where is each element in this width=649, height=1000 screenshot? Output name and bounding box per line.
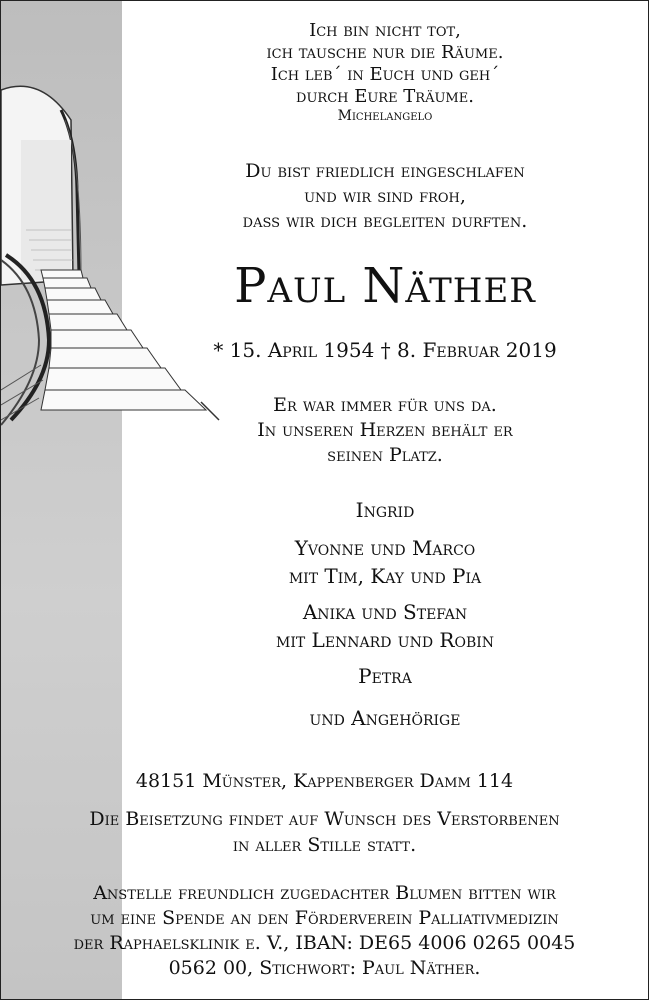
donation-line-2: um eine Spende an den Förderverein Palliativmedizin: [90, 907, 559, 929]
quote-top-line-1: Du bist friedlich eingeschlafen: [245, 160, 525, 182]
mourner-line-1: Ingrid: [355, 498, 415, 522]
quote-top-line-2: und wir sind froh,: [304, 185, 466, 207]
quote-mid-line-2: In unseren Herzen behält er: [257, 419, 513, 441]
donation-line-3: der Raphaelsklinik e. V., IBAN: DE65 4006 0265 0045: [73, 932, 576, 954]
life-dates: * 15. April 1954 † 8. Februar 2019: [213, 338, 557, 362]
poem-line-2: ich tausche nur die Räume.: [266, 42, 504, 63]
mourner-line-2: Yvonne und Marco: [294, 536, 476, 560]
poem-line-4: durch Eure Träume.: [296, 86, 474, 107]
staircase-illustration: [1, 80, 221, 430]
deceased-name: Paul Näther: [234, 258, 536, 314]
burial-line-1: Die Beisetzung findet auf Wunsch des Verstorbenen: [89, 808, 560, 830]
mourner-line-5: mit Lennard und Robin: [275, 628, 495, 652]
quote-top-line-3: dass wir dich begleiten durften.: [242, 210, 528, 232]
donation-line-4: 0562 00, Stichwort: Paul Näther.: [168, 957, 481, 979]
mourner-line-6: Petra: [358, 664, 412, 688]
poem-line-1: Ich bin nicht tot,: [309, 20, 461, 41]
mourner-line-7: und Angehörige: [309, 706, 461, 730]
quote-mid-line-1: Er war immer für uns da.: [273, 394, 497, 416]
mourner-line-4: Anika und Stefan: [302, 600, 468, 624]
address: 48151 Münster, Kappenberger Damm 114: [135, 770, 514, 792]
poem-line-3: Ich leb´ in Euch und geh´: [270, 64, 500, 85]
donation-line-1: Anstelle freundlich zugedachter Blumen bitten wir: [93, 882, 556, 904]
burial-line-2: in aller Stille statt.: [232, 834, 417, 856]
mourner-line-3: mit Tim, Kay und Pia: [288, 564, 482, 588]
quote-mid-line-3: seinen Platz.: [327, 444, 443, 466]
poem-author: Michelangelo: [337, 108, 433, 124]
